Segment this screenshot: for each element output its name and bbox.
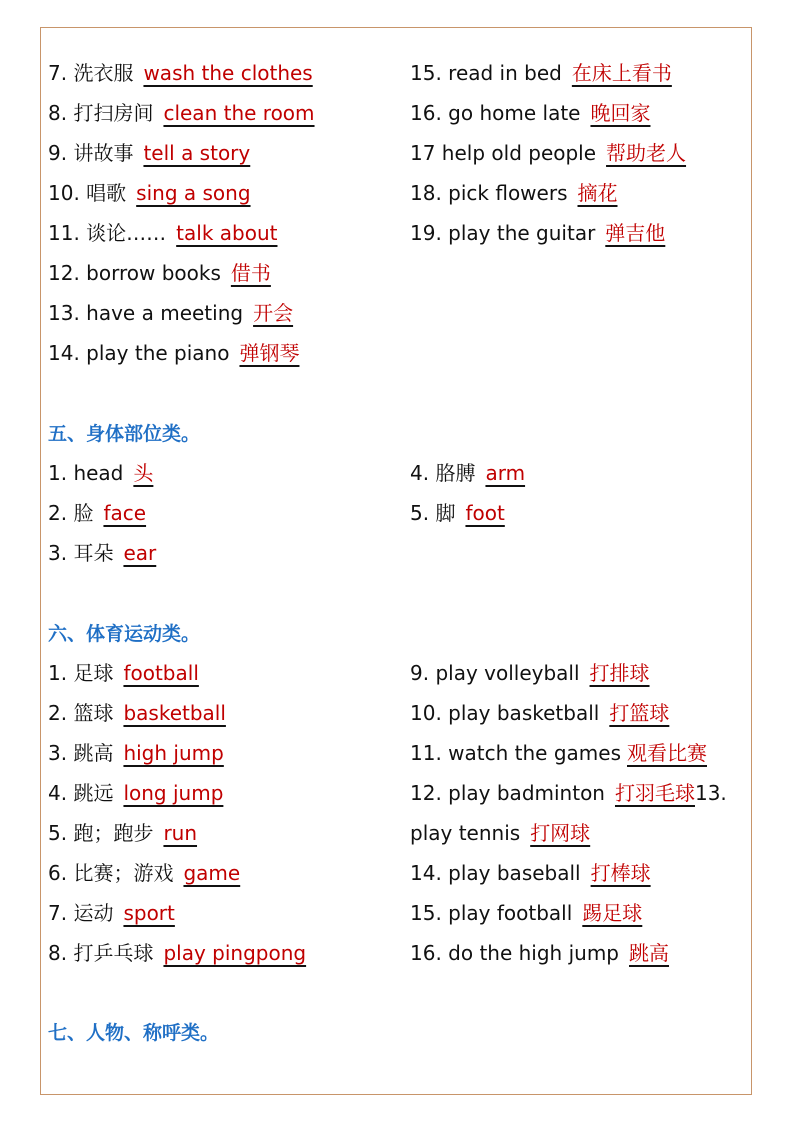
list-item: 9. play volleyball 打排球 bbox=[410, 661, 650, 685]
section-heading-people: 七、人物、称呼类。 bbox=[48, 1022, 220, 1044]
list-item: 2. 脸 face bbox=[48, 501, 147, 525]
answer: 晚回家 bbox=[590, 101, 651, 125]
list-item: 17 help old people 帮助老人 bbox=[410, 141, 687, 165]
list-item: 3. 耳朵 ear bbox=[48, 541, 157, 565]
answer: high jump bbox=[123, 741, 224, 765]
list-item: 8. 打乒乓球 play pingpong bbox=[48, 941, 307, 965]
list-item: 11. watch the games 观看比赛 bbox=[410, 741, 707, 765]
answer: game bbox=[183, 861, 241, 885]
answer: 打羽毛球 bbox=[614, 781, 695, 805]
answer: 打棒球 bbox=[590, 861, 651, 885]
list-item: 16. do the high jump 跳高 bbox=[410, 941, 670, 965]
list-item: 5. 脚 foot bbox=[410, 501, 505, 525]
list-item: 14. play the piano 弹钢琴 bbox=[48, 341, 300, 365]
answer: clean the room bbox=[163, 101, 315, 125]
list-item: 16. go home late 晚回家 bbox=[410, 101, 651, 125]
list-item: 12. borrow books 借书 bbox=[48, 261, 271, 285]
answer: 踢足球 bbox=[582, 901, 643, 925]
answer: 观看比赛 bbox=[627, 741, 707, 765]
list-item: 10. play basketball 打篮球 bbox=[410, 701, 670, 725]
answer: 在床上看书 bbox=[571, 61, 672, 85]
list-item: 8. 打扫房间 clean the room bbox=[48, 101, 315, 125]
answer: football bbox=[123, 661, 199, 685]
section-heading-sports: 六、体育运动类。 bbox=[48, 623, 201, 645]
answer: 头 bbox=[133, 461, 154, 485]
list-item: 4. 胳膊 arm bbox=[410, 461, 526, 485]
list-item: 18. pick flowers 摘花 bbox=[410, 181, 618, 205]
answer: 打排球 bbox=[589, 661, 650, 685]
list-item: 3. 跳高 high jump bbox=[48, 741, 224, 765]
answer: 打网球 bbox=[530, 821, 591, 845]
list-item: 10. 唱歌 sing a song bbox=[48, 181, 251, 205]
answer: 弹吉他 bbox=[605, 221, 666, 245]
answer: 跳高 bbox=[629, 941, 670, 965]
answer: 打篮球 bbox=[609, 701, 670, 725]
answer: talk about bbox=[176, 221, 278, 245]
answer: 开会 bbox=[253, 301, 294, 325]
list-item: 4. 跳远 long jump bbox=[48, 781, 224, 805]
list-item: 14. play baseball 打棒球 bbox=[410, 861, 651, 885]
list-item: 2. 篮球 basketball bbox=[48, 701, 226, 725]
list-item: play tennis 打网球 bbox=[410, 821, 591, 845]
list-item: 12. play badminton 打羽毛球13. bbox=[410, 781, 727, 805]
answer: arm bbox=[485, 461, 526, 485]
list-item: 5. 跑；跑步 run bbox=[48, 821, 198, 845]
list-item: 11. 谈论…… talk about bbox=[48, 221, 278, 245]
answer: run bbox=[163, 821, 198, 845]
answer: tell a story bbox=[143, 141, 251, 165]
answer: long jump bbox=[123, 781, 224, 805]
answer: 帮助老人 bbox=[606, 141, 687, 165]
answer: sing a song bbox=[136, 181, 251, 205]
answer: face bbox=[103, 501, 147, 525]
answer: wash the clothes bbox=[143, 61, 313, 85]
answer: play pingpong bbox=[163, 941, 307, 965]
list-item: 9. 讲故事 tell a story bbox=[48, 141, 251, 165]
section-heading-body: 五、身体部位类。 bbox=[48, 423, 201, 445]
list-item: 1. head 头 bbox=[48, 461, 154, 485]
list-item: 1. 足球 football bbox=[48, 661, 199, 685]
list-item: 15. read in bed 在床上看书 bbox=[410, 61, 672, 85]
next-item-number: 13. bbox=[694, 781, 727, 805]
list-item: 7. 运动 sport bbox=[48, 901, 175, 925]
list-item: 15. play football 踢足球 bbox=[410, 901, 643, 925]
answer: 弹钢琴 bbox=[239, 341, 300, 365]
answer: ear bbox=[123, 541, 157, 565]
answer: sport bbox=[123, 901, 175, 925]
list-item: 7. 洗衣服 wash the clothes bbox=[48, 61, 313, 85]
list-item: 6. 比赛；游戏 game bbox=[48, 861, 241, 885]
answer: foot bbox=[465, 501, 505, 525]
answer: basketball bbox=[123, 701, 226, 725]
list-item: 19. play the guitar 弹吉他 bbox=[410, 221, 666, 245]
list-item: 13. have a meeting 开会 bbox=[48, 301, 294, 325]
answer: 摘花 bbox=[577, 181, 618, 205]
answer: 借书 bbox=[230, 261, 271, 285]
